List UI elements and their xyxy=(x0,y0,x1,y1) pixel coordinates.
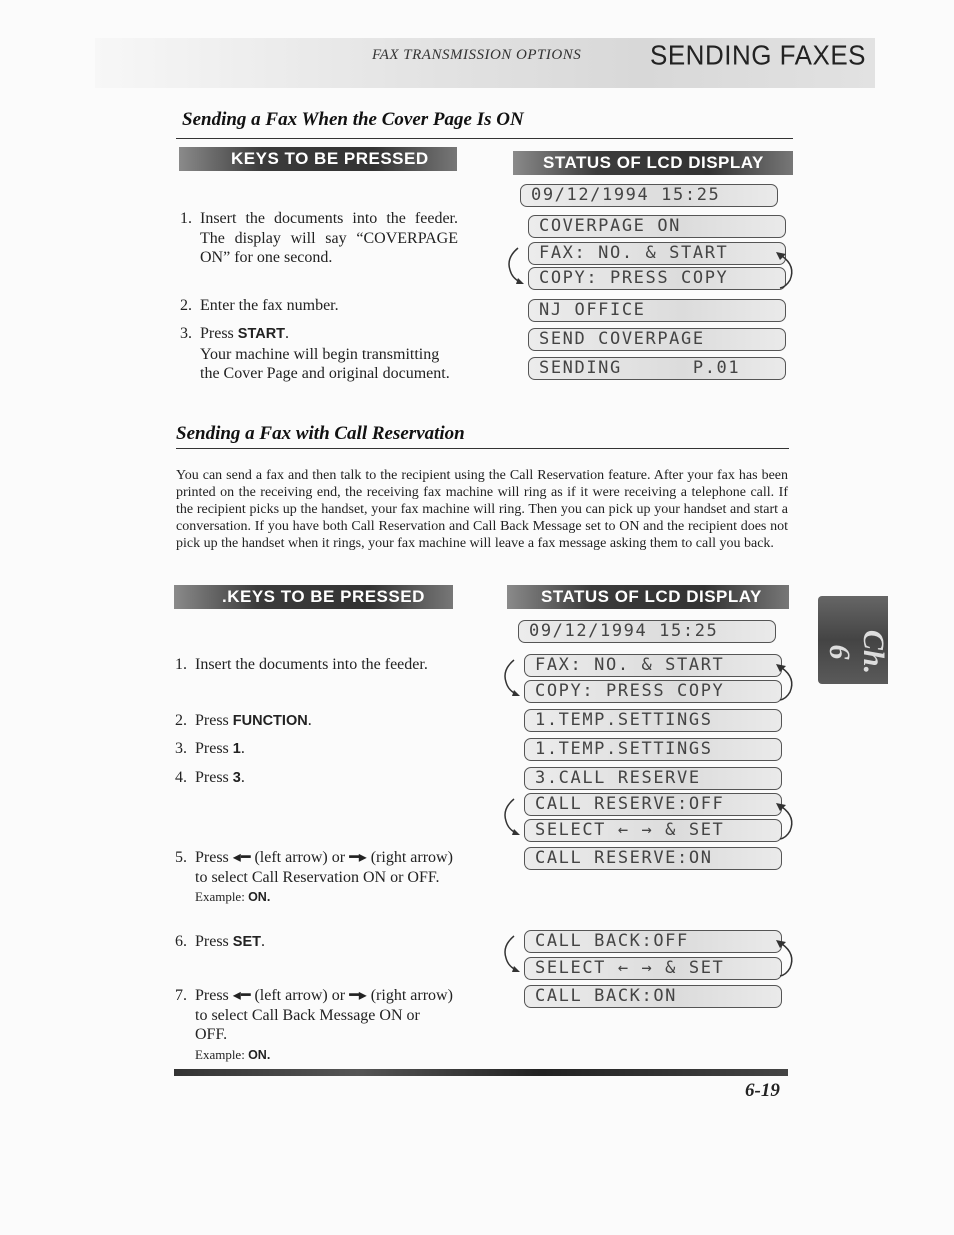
section1-rule xyxy=(176,138,793,139)
step-2-5 xyxy=(175,848,453,908)
step-number: 2. xyxy=(180,297,192,314)
keys-banner-1: KEYS TO BE PRESSED xyxy=(179,147,457,171)
alternating-display-bracket xyxy=(500,928,800,983)
example-prefix: Example: xyxy=(195,889,249,904)
section2-rule xyxy=(176,448,789,449)
alternating-display-bracket xyxy=(504,240,804,295)
step-number: 5. xyxy=(175,849,187,866)
alternating-display-bracket xyxy=(500,791,800,846)
example-line xyxy=(195,1045,453,1066)
step-number: 7. xyxy=(175,987,187,1004)
step-number: 1. xyxy=(180,210,192,227)
example-key: ON. xyxy=(248,1047,271,1062)
step-text: Press ◂━ (left arrow) or ━▸ (right arrow) to select Call Back Message ON or OFF. xyxy=(195,987,453,1043)
step-prefix: Press xyxy=(195,933,233,950)
step-number: 4. xyxy=(175,769,187,786)
lcd-display: CALL RESERVE:OFF xyxy=(524,793,782,816)
example-prefix: Example: xyxy=(195,1046,249,1062)
step-text: Insert the documents into the feeder. xyxy=(195,656,428,673)
chapter-tab xyxy=(818,596,888,684)
example-key: ON. xyxy=(248,890,271,904)
status-banner-1: STATUS OF LCD DISPLAY xyxy=(513,151,793,175)
lcd-display: SELECT ← → & SET xyxy=(524,957,782,980)
lcd-display: SELECT ← → & SET xyxy=(524,819,782,842)
step-prefix: Press xyxy=(195,712,233,729)
step-number: 3. xyxy=(180,325,192,342)
step-extra: Your machine will begin transmitting the Cover Page and original document. xyxy=(200,345,450,382)
key-set: SET xyxy=(232,934,261,950)
lcd-display: COPY: PRESS COPY xyxy=(524,680,782,703)
step-2-4 xyxy=(175,768,453,789)
lcd-display: CALL BACK:ON xyxy=(524,985,782,1008)
step-number: 2. xyxy=(175,712,187,729)
key-3: 3 xyxy=(232,770,241,786)
lcd-display: FAX: NO. & START xyxy=(528,242,786,265)
alternating-display-bracket xyxy=(500,652,800,707)
step-suffix: . xyxy=(307,712,312,729)
step-2-2 xyxy=(175,711,453,732)
intro-paragraph: You can send a fax and then talk to the recipient using the Call Reservation feature. After your fax has been printed on the receiving end, the receiving fax machine will ring as if it were receiving a telephone call. If the recipient picks up the handset, your fax machine will ring. Then you can pick up your handset and start a conversation. If you have both Call Reservation and Call Back Message set to ON and the recipient does not pick up the handset when it rings, your fax machine will leave a fax message asking them to call you back. xyxy=(176,468,788,551)
step-number: 6. xyxy=(175,933,187,950)
lcd-display: COPY: PRESS COPY xyxy=(528,267,786,290)
step-text: Press ◂━ (left arrow) or ━▸ (right arrow) to select Call Reservation ON or OFF. xyxy=(195,849,453,886)
header-subtitle: FAX TRANSMISSION OPTIONS xyxy=(372,47,582,63)
step-prefix: Press xyxy=(200,325,238,342)
step-suffix: . xyxy=(240,769,245,786)
step-suffix: . xyxy=(240,740,245,757)
lcd-display: 09/12/1994 15:25 xyxy=(518,620,776,643)
lcd-display: CALL BACK:OFF xyxy=(524,930,782,953)
step-text: Insert the documents into the feeder. The display will say “COVERPAGE ON” for one second. xyxy=(200,210,458,266)
step-1-3 xyxy=(180,324,458,384)
example-line xyxy=(195,887,453,908)
lcd-display: SENDING P.01 xyxy=(528,357,786,380)
lcd-display: 3.CALL RESERVE xyxy=(524,767,782,790)
step-number: 1. xyxy=(175,656,187,673)
lcd-display: CALL RESERVE:ON xyxy=(524,847,782,870)
step-text: Enter the fax number. xyxy=(200,297,339,314)
keys-banner-2: .KEYS TO BE PRESSED xyxy=(174,585,453,609)
step-1-1 xyxy=(180,209,458,268)
section1-title: Sending a Fax When the Cover Page Is ON xyxy=(182,109,524,130)
step-suffix: . xyxy=(285,325,290,342)
step-prefix: Press xyxy=(195,740,233,757)
key-1: 1 xyxy=(232,741,241,757)
step-2-6 xyxy=(175,932,453,953)
lcd-display: 1.TEMP.SETTINGS xyxy=(524,738,782,761)
key-function: FUNCTION xyxy=(232,713,308,729)
lcd-display: 1.TEMP.SETTINGS xyxy=(524,709,782,732)
status-banner-2: STATUS OF LCD DISPLAY xyxy=(507,585,789,609)
step-suffix: . xyxy=(260,933,265,950)
lcd-display: SEND COVERPAGE xyxy=(528,328,786,351)
lcd-display: 09/12/1994 15:25 xyxy=(520,184,778,207)
step-prefix: Press xyxy=(195,769,233,786)
page-number: 6-19 xyxy=(745,1080,780,1101)
step-1-2 xyxy=(180,296,458,316)
key-start: START xyxy=(237,326,286,342)
footer-bar xyxy=(174,1069,788,1076)
step-number: 3. xyxy=(175,740,187,757)
step-2-3 xyxy=(175,739,453,760)
step-2-7 xyxy=(175,986,453,1065)
section2-title: Sending a Fax with Call Reservation xyxy=(176,423,465,444)
step-2-1 xyxy=(175,655,453,675)
lcd-display: COVERPAGE ON xyxy=(528,215,786,238)
header-title: SENDING FAXES xyxy=(650,39,866,71)
lcd-display: NJ OFFICE xyxy=(528,299,786,322)
lcd-display: FAX: NO. & START xyxy=(524,654,782,677)
chapter-tab-label: Ch. 6 xyxy=(823,629,890,675)
